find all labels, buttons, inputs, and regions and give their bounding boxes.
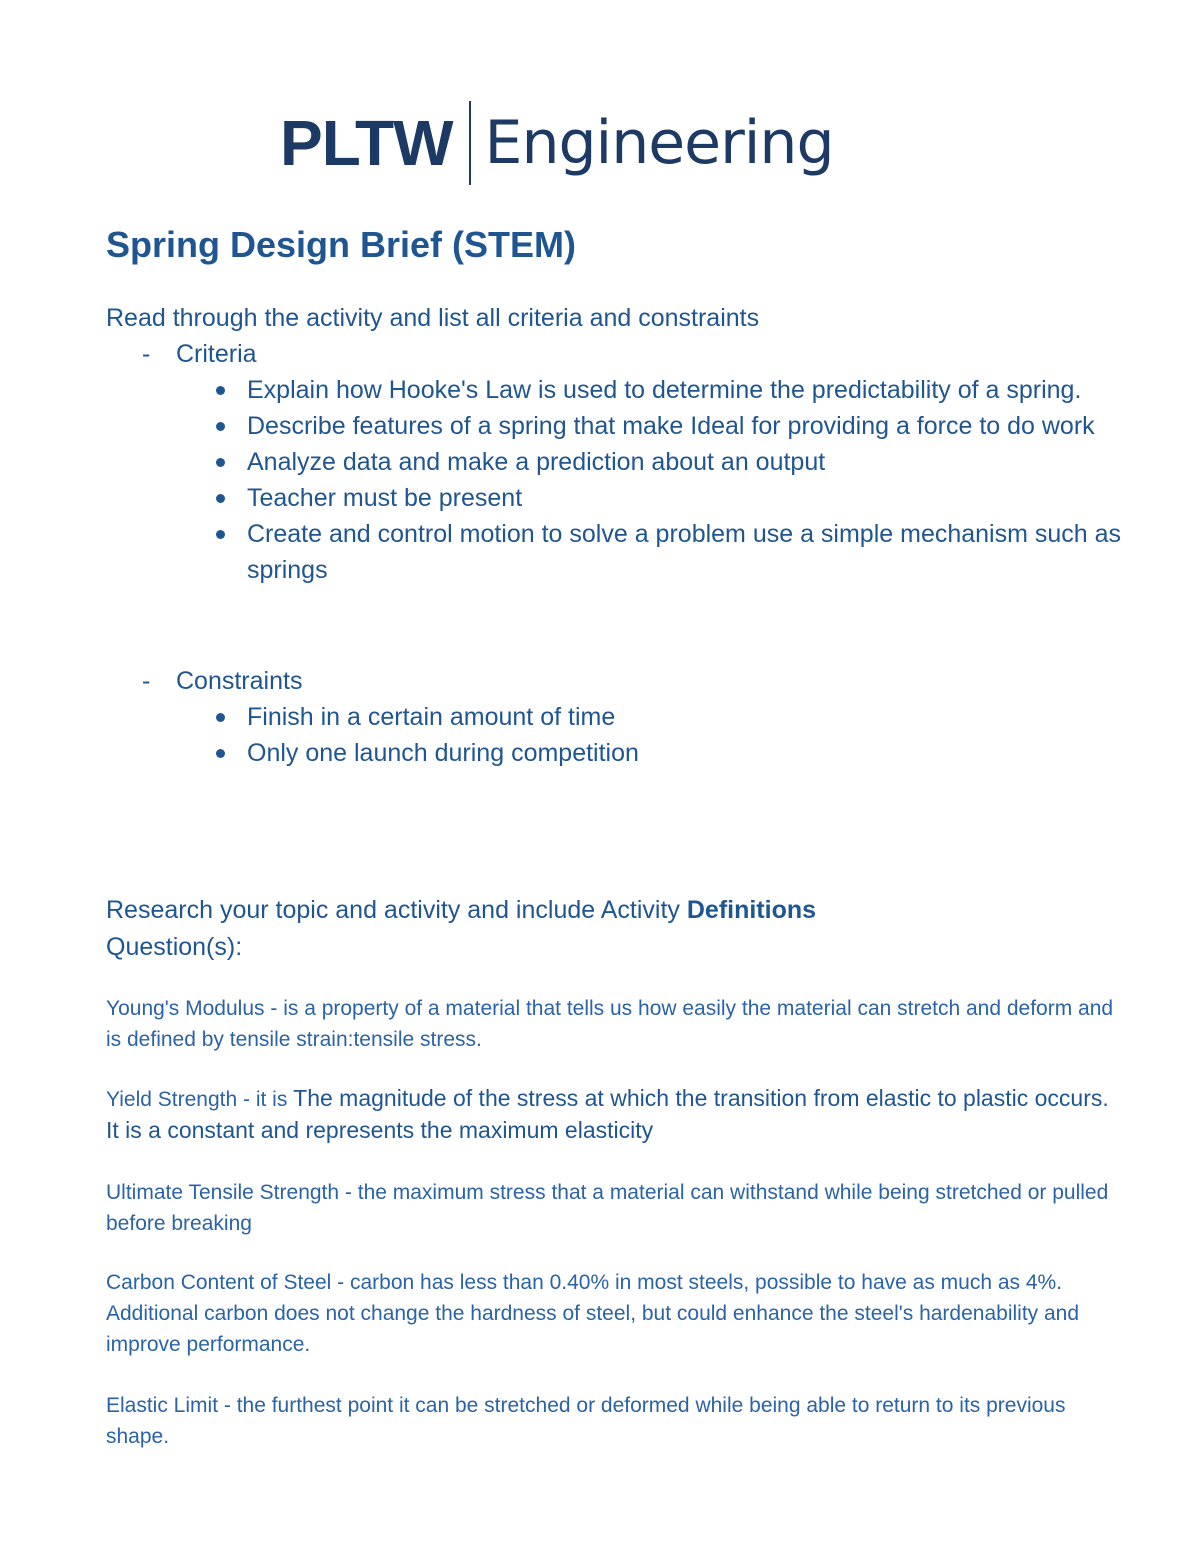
logo-brand: PLTW (280, 107, 453, 179)
bullet-icon (216, 458, 225, 467)
list-item (212, 699, 1132, 735)
definition-text: The magnitude of the stress at which the transition from elastic to plastic occurs. It is a constant and represents the maximum elasticity (106, 1085, 1109, 1143)
definition-text: the maximum stress that a material can withstand while being stretched or pulled before breaking (106, 1181, 1109, 1235)
criteria-item-2: Describe features of a spring that make Ideal for providing a force to do work (247, 412, 1095, 440)
list-item (212, 735, 1132, 771)
definition-text: carbon has less than 0.40% in most steels, possible to have as much as 4%. Additional carbon does not change the hardness of steel, but could enhance the steel's hardenability and improve performance. (106, 1271, 1080, 1356)
criteria-item-1: Explain how Hooke's Law is used to determine the predictability of a spring. (247, 376, 1082, 404)
bullet-icon (216, 530, 225, 539)
definition-youngs-modulus (106, 993, 1126, 1055)
constraints-label: Constraints (176, 667, 303, 695)
criteria-heading (142, 340, 257, 368)
page-title: Spring Design Brief (STEM) (106, 224, 577, 265)
definition-text: is a property of a material that tells us how easily the material can stretch and deform and is defined by tensile strain:tensile stress. (106, 997, 1114, 1051)
definition-term: Young's Modulus - (106, 997, 284, 1020)
logo-divider (469, 101, 471, 185)
research-line1: Research your topic and activity and include Activity (106, 896, 687, 924)
list-item (212, 444, 1132, 480)
bullet-icon (216, 422, 225, 431)
list-item (212, 408, 1132, 444)
definition-ultimate-tensile-strength (106, 1177, 1126, 1239)
definition-text: the furthest point it can be stretched or deformed while being able to return to its previous shape. (106, 1394, 1066, 1448)
dash-marker: - (142, 340, 151, 368)
constraints-list (212, 699, 1132, 771)
bullet-icon (216, 494, 225, 503)
research-line2: Question(s): (106, 933, 243, 961)
criteria-item-3: Analyze data and make a prediction about an output (247, 448, 826, 476)
bullet-icon (216, 386, 225, 395)
intro-heading: Read through the activity and list all criteria and constraints (106, 304, 760, 332)
criteria-item-4: Teacher must be present (247, 484, 523, 512)
list-item (212, 372, 1132, 408)
criteria-item-5: Create and control motion to solve a problem use a simple mechanism such as springs (247, 520, 1122, 584)
definition-pre: it is (255, 1088, 294, 1111)
bullet-icon (216, 713, 225, 722)
dash-marker: - (142, 667, 151, 695)
definition-term: Ultimate Tensile Strength - (106, 1181, 358, 1204)
research-definitions-label: Definitions (686, 896, 817, 924)
bullet-icon (216, 749, 225, 758)
definition-yield-strength (106, 1083, 1126, 1147)
criteria-label: Criteria (176, 340, 257, 368)
research-heading (106, 892, 816, 966)
criteria-list (212, 372, 1132, 588)
constraints-heading (142, 667, 302, 695)
definition-carbon-content (106, 1267, 1126, 1360)
definition-term: Elastic Limit - (106, 1394, 237, 1417)
constraints-item-1: Finish in a certain amount of time (247, 703, 616, 731)
definition-term: Carbon Content of Steel - (106, 1271, 350, 1294)
logo-sub: Engineering (484, 108, 834, 178)
constraints-item-2: Only one launch during competition (247, 739, 639, 767)
pltw-engineering-logo (280, 98, 834, 188)
definition-elastic-limit (106, 1390, 1126, 1452)
list-item (212, 480, 1132, 516)
definition-term: Yield Strength - (106, 1088, 256, 1111)
list-item (212, 516, 1132, 588)
